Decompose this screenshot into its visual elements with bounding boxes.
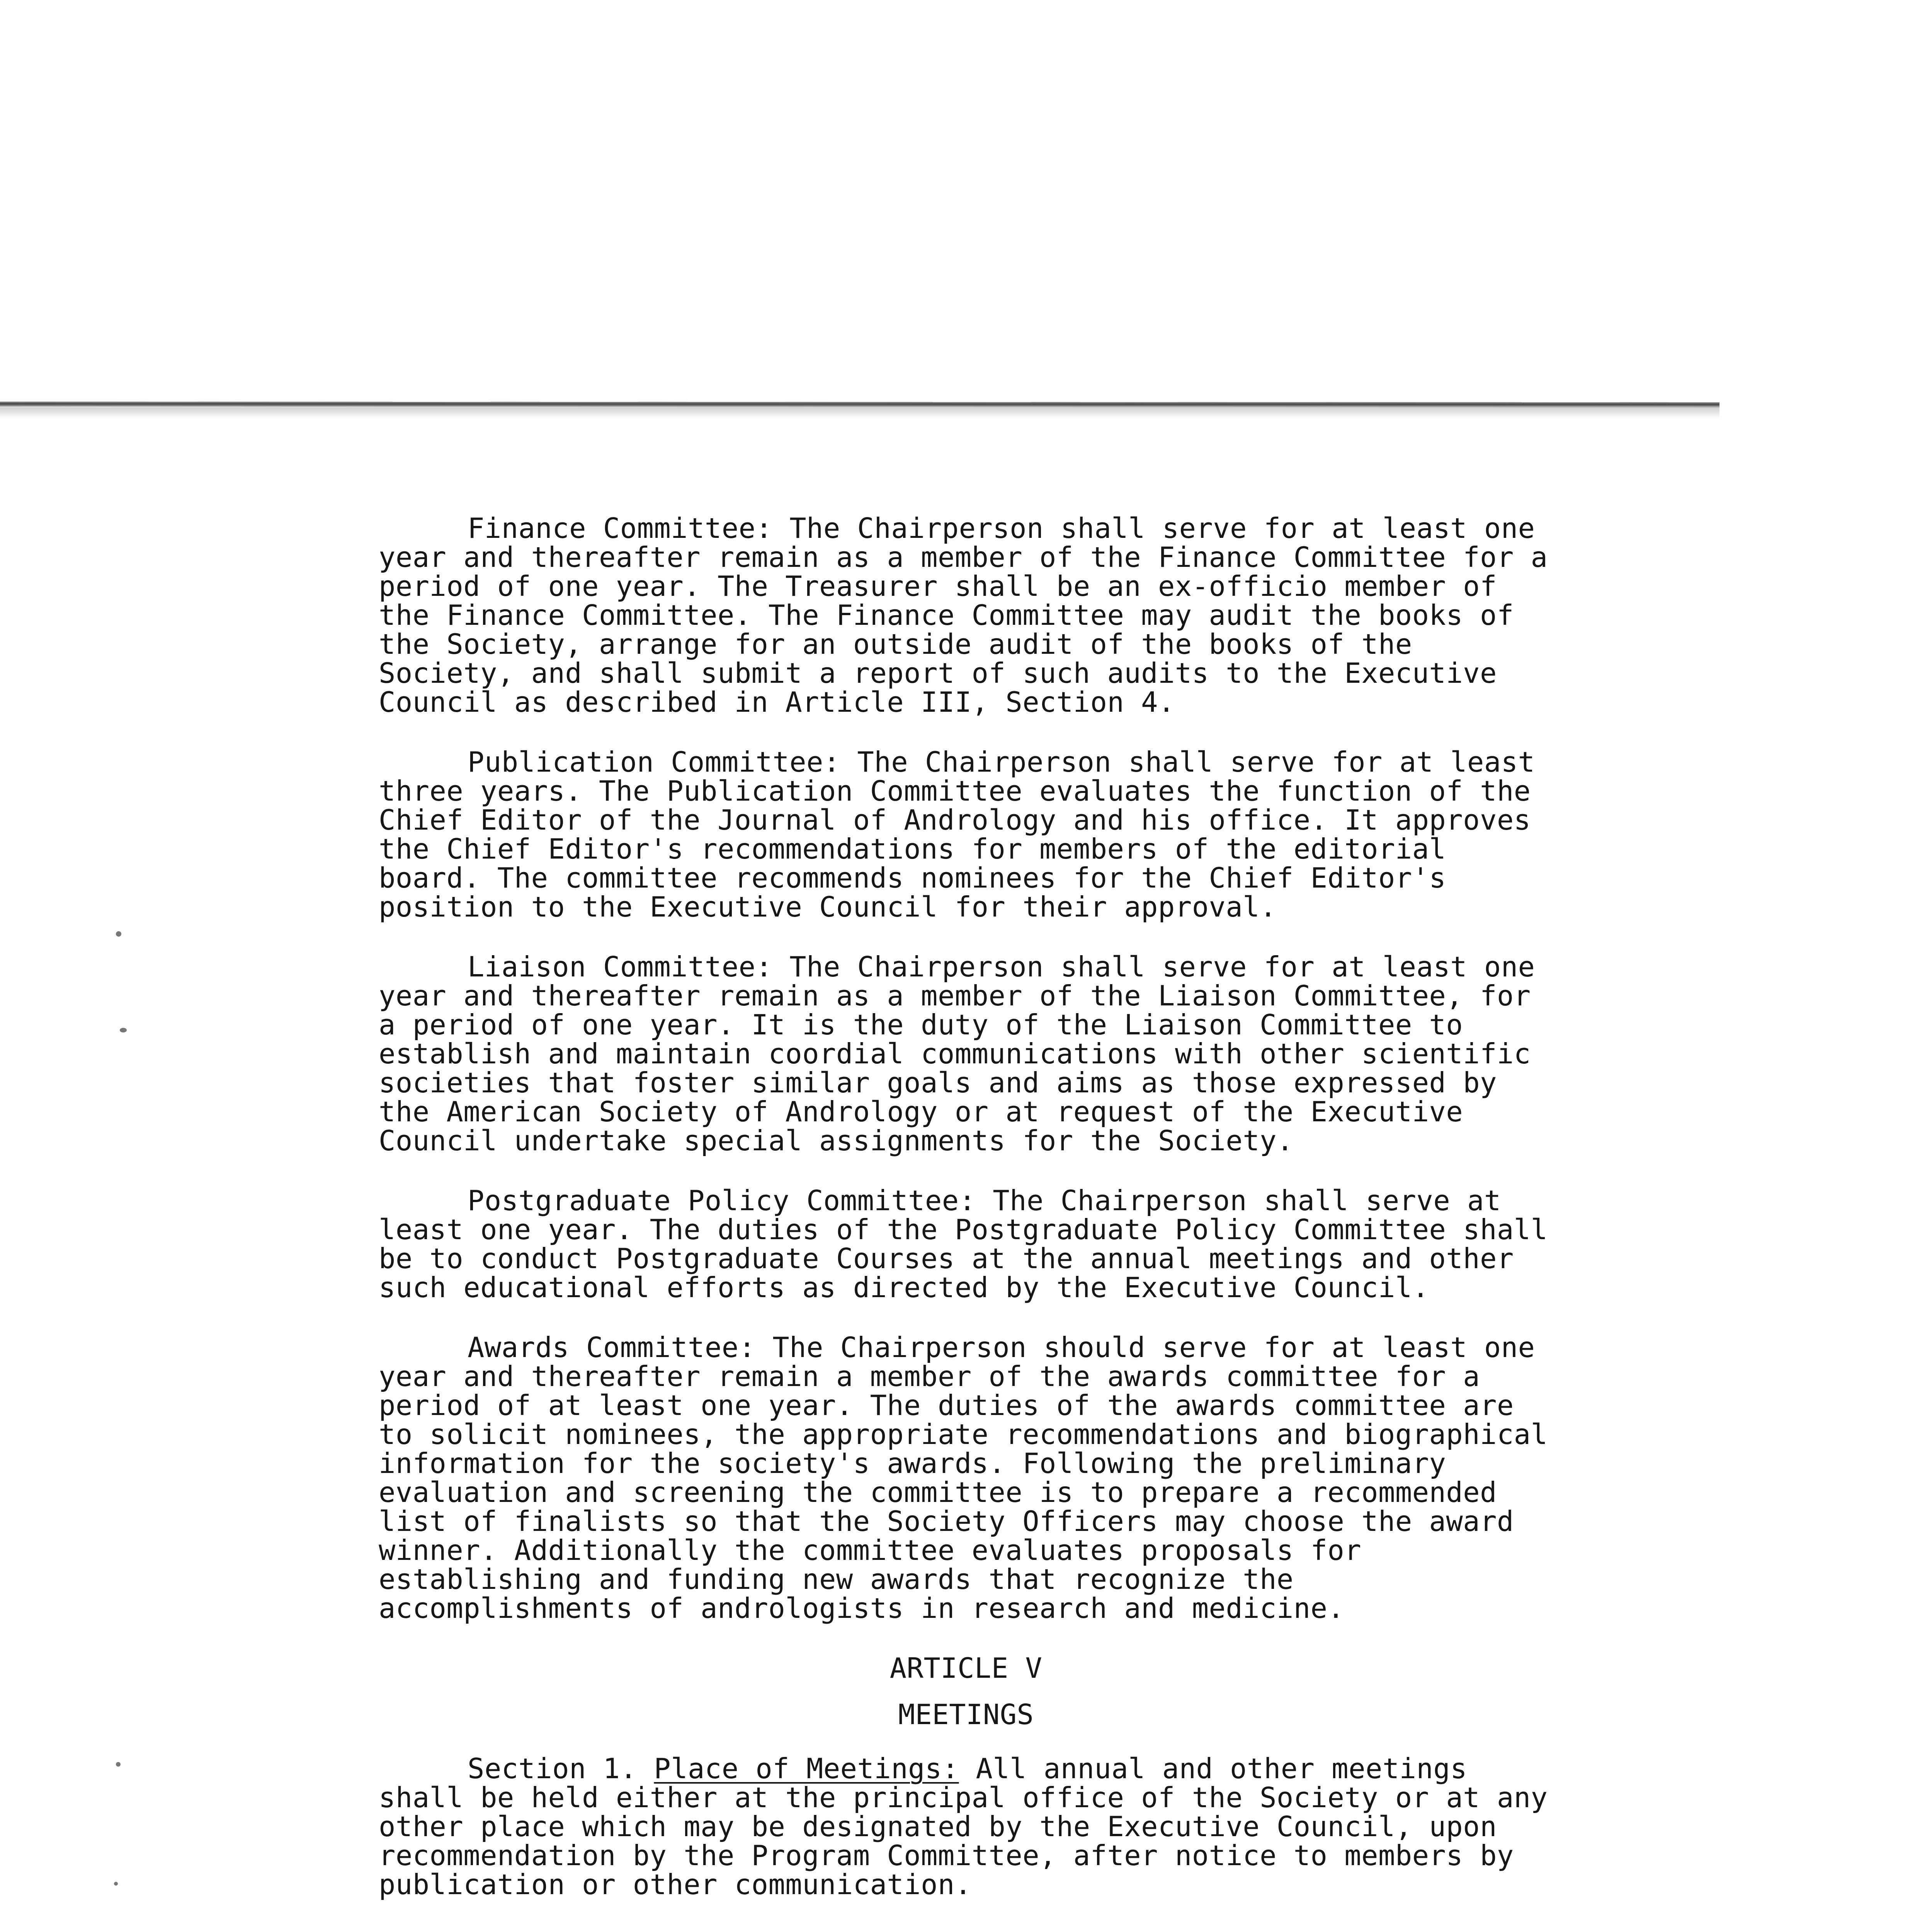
paragraph-label: Awards Committee: [468,1331,756,1364]
article-number: ARTICLE V [889,1652,1043,1684]
section-text: All annual and other meetings shall be held either at the principal office of the Society or at any other place which may be designated by the Executive Council, upon recommendation by the Program Committee, after notice to members by publication or other communication. [379,1752,1548,1901]
paragraph-text: The Chairperson should serve for at least one year and thereafter remain a member of the awards committee for a period of at least one year. The duties of the awards committee are to solicit nominees, the appropriate recommendations and biographical information for the society's awards. Following the preliminary evaluation and screening the committee is to prepare a recommended list of finalists so that the Society Officers may choose the award winner. Additionally the committee evaluates proposals for establishing and funding new awards that recognize the accomplishments of andrologists in research and medicine. [379,1331,1548,1624]
paragraph-text: The Chairperson shall serve for at least one year and thereafter remain as a member of the Finance Committee for a period of one year. The Treasurer shall be an ex-officio member of the Finance Committee. The Finance Committee may audit the books of the Society, arrange for an outside audit of the books of the Society, and shall submit a report of such audits to the Executive Council as described in Article III, Section 4. [379,512,1548,718]
finance-committee-paragraph [379,514,1553,717]
article-title: MEETINGS [898,1698,1034,1731]
scan-blank-top-area [0,0,1932,410]
paragraph-text: The Chairperson shall serve for at least one year and thereafter remain as a member of the Liaison Committee, for a period of one year. It is the duty of the Liaison Committee to establish and maintain coordial communications with other scientific societies that foster similar goals and aims as those expressed by the American Society of Andrology or at request of the Executive Council undertake special assignments for the Society. [379,951,1535,1157]
section-prefix: Section 1. [468,1752,637,1785]
liaison-committee-paragraph [379,952,1553,1155]
scan-speck [116,1762,121,1767]
paragraph-text: The Chairperson shall serve for at least three years. The Publication Committee evaluates the function of the Chief Editor of the Journal of Andrology and his office. It approves the Chief Editor's recommendations for members of the editorial board. The committee recommends nominees for the Chief Editor's position to the Executive Council for their approval. [379,746,1535,923]
paragraph-label: Publication Committee: [468,746,840,778]
paper-fold-shadow [0,407,1719,419]
postgraduate-policy-committee-paragraph [379,1186,1553,1302]
paragraph-label: Postgraduate Policy Committee: [468,1184,976,1217]
paragraph-label: Finance Committee: [468,512,773,544]
publication-committee-paragraph [379,748,1553,922]
scan-speck [114,1882,118,1886]
document-page [379,514,1553,1930]
scan-speck [120,1028,127,1032]
section-1-paragraph [379,1754,1553,1899]
paragraph-label: Liaison Committee: [468,951,773,983]
awards-committee-paragraph [379,1333,1553,1623]
section-heading: Place of Meetings: [654,1752,959,1785]
scan-speck [116,931,121,937]
paragraph-text: The Chairperson shall serve at least one year. The duties of the Postgraduate Policy Committee shall be to conduct Postgraduate Courses at the annual meetings and other such educational efforts as directed by the Executive Council. [379,1184,1548,1304]
paper-fold-line [0,401,1719,408]
